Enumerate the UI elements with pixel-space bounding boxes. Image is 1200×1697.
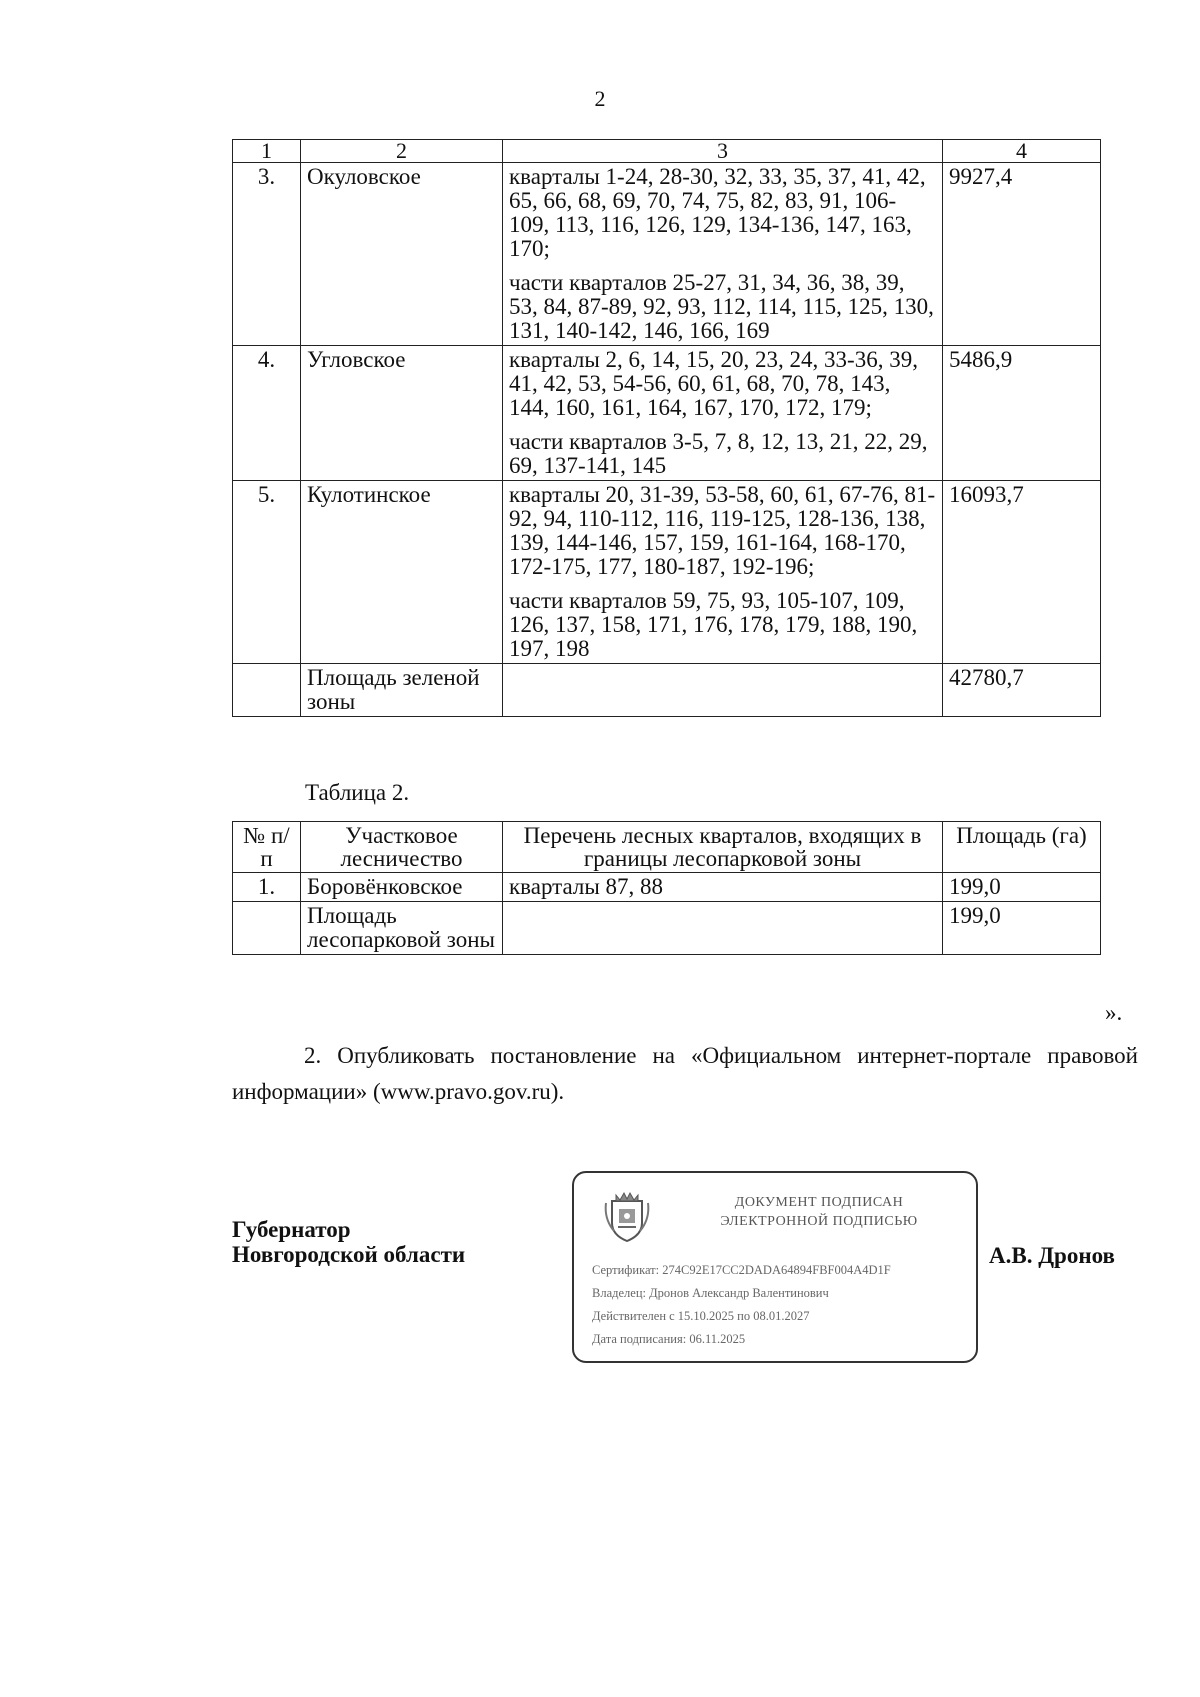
forest-park-zone-table: [232, 821, 1101, 955]
coat-of-arms-icon: [600, 1189, 654, 1250]
stamp-title-line: ДОКУМЕНТ ПОДПИСАН: [734, 1195, 904, 1210]
quarters-cell: [503, 346, 943, 481]
header-area: Площадь (га): [943, 822, 1101, 873]
total-area: 199,0: [943, 902, 1101, 955]
row-number: 3.: [233, 163, 301, 346]
forestry-name: Боровёнковское: [301, 873, 503, 902]
quarters-cell: [503, 481, 943, 664]
empty-cell: [503, 902, 943, 955]
quarters-list: кварталы 2, 6, 14, 15, 20, 23, 24, 33-36, 39, 41, 42, 53, 54-56, 60, 61, 68, 70, 78, 143, 144, 160, 161, 164, 167, 170, 172, 179;: [509, 347, 918, 420]
publication-paragraph: 2. Опубликовать постановление на «Официальном интернет-портале правовой информации» (www.pravo.gov.ru).: [232, 1043, 1138, 1104]
quarters-list: кварталы 20, 31-39, 53-58, 60, 61, 67-76, 81-92, 94, 110-112, 116, 119-125, 128-136, 138, 139, 144-146, 157, 159, 161-164, 168-170, 172-175, 177, 180-187, 192-196;: [509, 482, 936, 579]
table-header-row: [233, 822, 1101, 873]
area-value: 5486,9: [943, 346, 1101, 481]
table-row: [233, 346, 1101, 481]
empty-cell: [233, 664, 301, 717]
stamp-title: [674, 1193, 964, 1231]
total-label: Площадь лесопарковой зоны: [301, 902, 503, 955]
quarters-list: кварталы 87, 88: [503, 873, 943, 902]
header-forestry: Участковое лесничество: [301, 822, 503, 873]
certificate-line: Сертификат: 274C92E17CC2DADA64894FBF004A4D1F: [592, 1263, 891, 1277]
empty-cell: [503, 664, 943, 717]
partial-quarters-list: части кварталов 3-5, 7, 8, 12, 13, 21, 22, 29, 69, 137-141, 145: [509, 429, 928, 478]
electronic-signature-stamp: [572, 1171, 978, 1363]
column-number: 4: [943, 140, 1101, 163]
table-row: [233, 481, 1101, 664]
header-number: № п/п: [233, 822, 301, 873]
row-number: 4.: [233, 346, 301, 481]
row-number: 5.: [233, 481, 301, 664]
forestry-name: Угловское: [301, 346, 503, 481]
stamp-details: [592, 1259, 891, 1351]
table-total-row: [233, 902, 1101, 955]
forestry-name: Окуловское: [301, 163, 503, 346]
column-number: 2: [301, 140, 503, 163]
empty-cell: [233, 902, 301, 955]
table-row: [233, 873, 1101, 902]
table-header-row: [233, 140, 1101, 163]
table-row: [233, 163, 1101, 346]
closing-quote: ».: [1105, 1000, 1123, 1025]
area-value: 199,0: [943, 873, 1101, 902]
column-number: 3: [503, 140, 943, 163]
row-number: 1.: [233, 873, 301, 902]
header-quarters: Перечень лесных кварталов, входящих в границы лесопарковой зоны: [503, 822, 943, 873]
partial-quarters-list: части кварталов 25-27, 31, 34, 36, 38, 39, 53, 84, 87-89, 92, 93, 112, 114, 115, 125, 130, 131, 140-142, 146, 166, 169: [509, 270, 934, 343]
signer-name: А.В. Дронов: [989, 1243, 1115, 1268]
quarters-list: кварталы 1-24, 28-30, 32, 33, 35, 37, 41, 42, 65, 66, 68, 69, 70, 74, 75, 82, 83, 91, 106-109, 113, 116, 126, 129, 134-136, 147, 163, 170;: [509, 164, 926, 261]
signatory-position: [232, 1217, 465, 1267]
position-title: Губернатор: [232, 1217, 351, 1242]
total-area: 42780,7: [943, 664, 1101, 717]
signing-date-line: Дата подписания: 06.11.2025: [592, 1332, 746, 1346]
partial-quarters-list: части кварталов 59, 75, 93, 105-107, 109, 126, 137, 158, 171, 176, 178, 179, 188, 190, 197, 198: [509, 588, 918, 661]
quarters-cell: [503, 163, 943, 346]
stamp-title-line: ЭЛЕКТРОННОЙ ПОДПИСЬЮ: [720, 1214, 918, 1229]
forestry-name: Кулотинское: [301, 481, 503, 664]
total-label: Площадь зеленой зоны: [301, 664, 503, 717]
owner-line: Владелец: Дронов Александр Валентинович: [592, 1286, 829, 1300]
table-caption: Таблица 2.: [305, 780, 410, 805]
position-region: Новгородской области: [232, 1242, 466, 1267]
area-value: 9927,4: [943, 163, 1101, 346]
validity-line: Действителен с 15.10.2025 по 08.01.2027: [592, 1309, 810, 1323]
page-number: 2: [594, 86, 606, 111]
column-number: 1: [233, 140, 301, 163]
green-zone-table: [232, 139, 1101, 717]
table-total-row: [233, 664, 1101, 717]
area-value: 16093,7: [943, 481, 1101, 664]
